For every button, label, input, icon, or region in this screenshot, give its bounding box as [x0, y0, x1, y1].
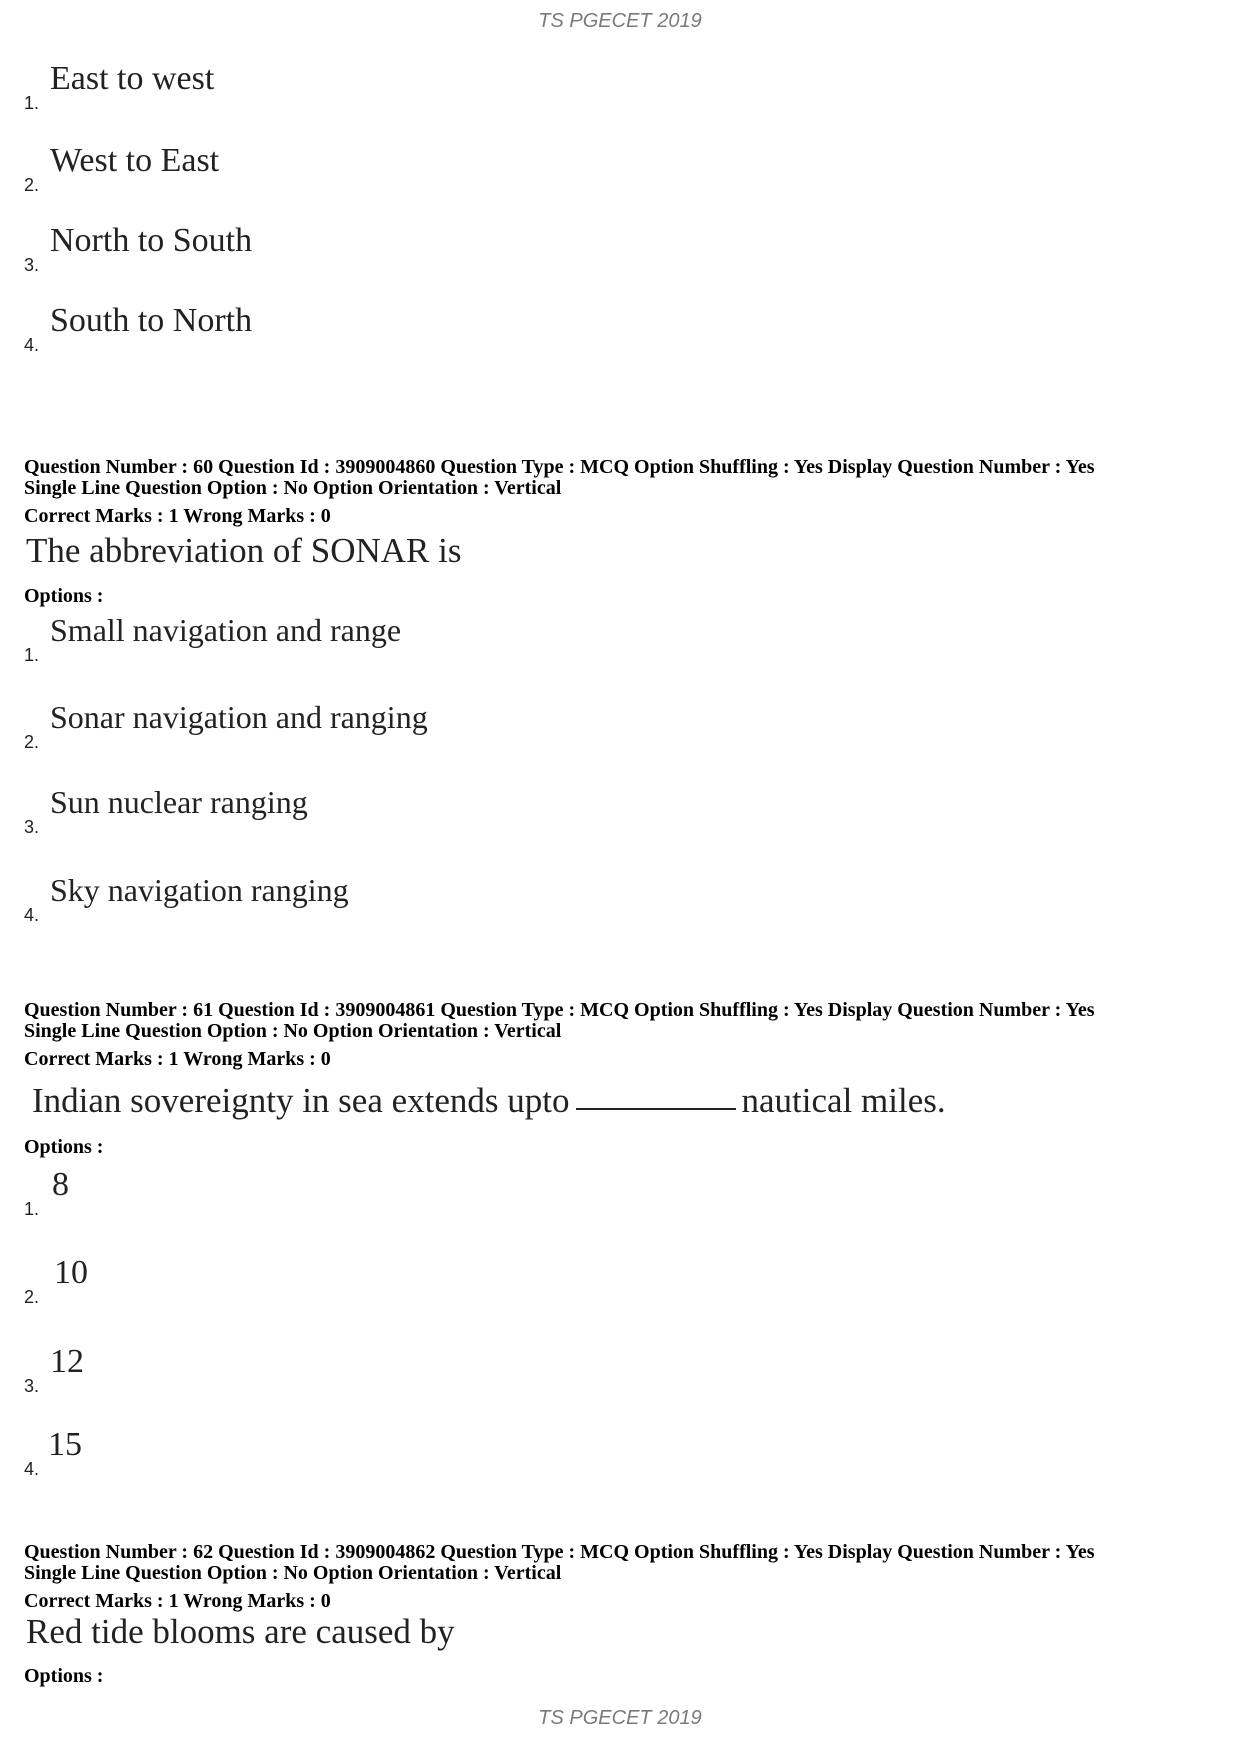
- q62-marks: Correct Marks : 1 Wrong Marks : 0: [24, 1590, 331, 1612]
- option-number: 3.: [24, 1376, 40, 1396]
- q62-question-text: Red tide blooms are caused by: [26, 1612, 455, 1651]
- q61-options-label: Options :: [24, 1136, 104, 1158]
- option-number: 2.: [24, 732, 40, 752]
- page-header: TS PGECET 2019: [538, 10, 702, 32]
- q61-marks: Correct Marks : 1 Wrong Marks : 0: [24, 1048, 331, 1070]
- option-number: 1.: [24, 93, 40, 113]
- option-number: 3.: [24, 255, 40, 275]
- q61-question-part-1: Indian sovereignty in sea extends upto: [32, 1081, 570, 1120]
- q61-meta-line-2: Single Line Question Option : No Option Orientation : Vertical: [24, 1020, 562, 1042]
- option-text: Sonar navigation and ranging: [50, 699, 428, 735]
- q62-options-label: Options :: [24, 1665, 104, 1687]
- q60-options-label: Options :: [24, 585, 104, 607]
- q62-meta-line-1: Question Number : 62 Question Id : 3909004862 Question Type : MCQ Option Shuffling : Yes Display Question Number : Yes: [24, 1541, 1095, 1563]
- option-number: 3.: [24, 817, 40, 837]
- option-text: North to South: [50, 222, 253, 259]
- option-text: 15: [48, 1426, 82, 1463]
- q60-meta-line-2: Single Line Question Option : No Option Orientation : Vertical: [24, 477, 562, 499]
- option-text: East to west: [50, 60, 215, 97]
- option-text: Sky navigation ranging: [50, 872, 349, 908]
- answer-blank: [576, 1108, 736, 1110]
- option-number: 4.: [24, 1459, 40, 1479]
- page-footer: TS PGECET 2019: [538, 1707, 702, 1729]
- option-number: 2.: [24, 175, 40, 195]
- option-text: West to East: [50, 142, 220, 179]
- q60-question-text: The abbreviation of SONAR is: [26, 531, 462, 570]
- option-number: 4.: [24, 335, 40, 355]
- option-number: 1.: [24, 1199, 40, 1219]
- q60-meta-line-1: Question Number : 60 Question Id : 3909004860 Question Type : MCQ Option Shuffling : Yes Display Question Number : Yes: [24, 456, 1095, 478]
- q61-meta-line-1: Question Number : 61 Question Id : 3909004861 Question Type : MCQ Option Shuffling : Yes Display Question Number : Yes: [24, 999, 1095, 1021]
- q61-question-text: [32, 1083, 946, 1118]
- q62-meta-line-2: Single Line Question Option : No Option Orientation : Vertical: [24, 1562, 562, 1584]
- option-text: Sun nuclear ranging: [50, 784, 308, 820]
- option-text: 12: [50, 1343, 84, 1380]
- option-number: 1.: [24, 645, 40, 665]
- option-number: 2.: [24, 1287, 40, 1307]
- option-text: 8: [52, 1166, 69, 1203]
- option-text: Small navigation and range: [50, 612, 402, 648]
- q61-question-part-2: nautical miles.: [741, 1081, 946, 1120]
- option-text: South to North: [50, 302, 253, 339]
- option-number: 4.: [24, 905, 40, 925]
- q60-marks: Correct Marks : 1 Wrong Marks : 0: [24, 505, 331, 527]
- option-text: 10: [54, 1254, 88, 1291]
